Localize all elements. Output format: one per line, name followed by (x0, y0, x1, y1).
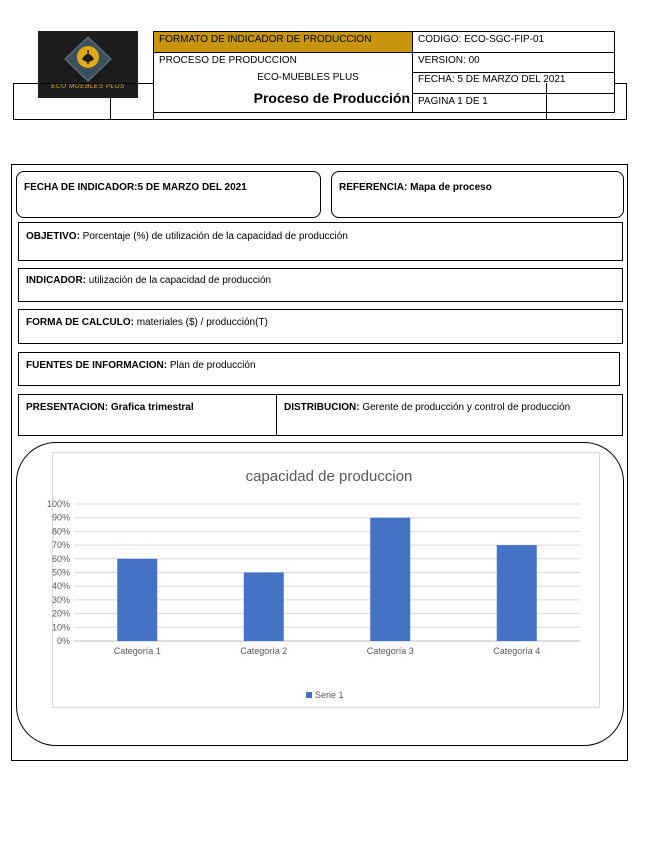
logo-text: ECO MUEBLES PLUS (51, 83, 125, 90)
bar-2 (244, 573, 284, 642)
x-tick-label: Categoría 3 (366, 646, 414, 656)
fuentes-box (18, 352, 620, 386)
date: FECHA: 5 DE MARZO DEL 2021 (418, 74, 566, 85)
bar-4 (497, 545, 537, 641)
x-tick-label: Categoría 4 (493, 646, 541, 656)
y-tick-label: 80% (51, 526, 70, 537)
objetivo-value: Porcentaje (%) de utilización de la capacidad de producción (79, 231, 348, 242)
main-title: Proceso de Producción (253, 90, 410, 106)
y-tick-label: 0% (56, 636, 70, 646)
distribucion-value: Gerente de producción y control de producción (359, 402, 571, 413)
y-tick-label: 20% (51, 608, 70, 619)
y-tick-label: 70% (51, 540, 70, 551)
format-title: FORMATO DE INDICADOR DE PRODUCCION (154, 32, 412, 52)
indicador-value: utilización de la capacidad de producción (86, 275, 272, 286)
y-tick-label: 100% (46, 499, 70, 509)
y-tick-label: 90% (51, 512, 70, 523)
legend-swatch (306, 692, 312, 698)
forma-calculo-label: FORMA DE CALCULO: (26, 317, 134, 328)
code: CODIGO: ECO-SGC-FIP-01 (418, 34, 545, 45)
objetivo-box (18, 222, 623, 261)
fecha-box (16, 171, 321, 218)
fuentes-value: Plan de producción (167, 360, 256, 371)
process-name: PROCESO DE PRODUCCION (159, 55, 297, 66)
bar-3 (370, 518, 410, 641)
fecha-label: FECHA DE INDICADOR:5 DE MARZO DEL 2021 (24, 182, 247, 193)
company-name: ECO-MUEBLES PLUS (257, 72, 359, 83)
legend-label: Serie 1 (315, 690, 344, 700)
indicador-box (18, 268, 623, 302)
y-tick-label: 10% (51, 622, 70, 633)
bar-chart (46, 452, 600, 708)
y-tick-label: 30% (51, 594, 70, 605)
version: VERSION: 00 (418, 55, 480, 66)
y-tick-label: 60% (51, 553, 70, 564)
referencia-value: Mapa de proceso (407, 182, 492, 193)
presentacion-label: PRESENTACION: (26, 402, 109, 413)
x-tick-label: Categoría 1 (113, 646, 161, 656)
forma-calculo-value: materiales ($) / producción(T) (133, 317, 268, 328)
y-tick-label: 50% (51, 567, 70, 578)
referencia-box (331, 171, 624, 218)
presentacion-box (18, 394, 277, 436)
chart-title: capacidad de produccion (245, 468, 413, 485)
objetivo-label: OBJETIVO: (26, 231, 80, 242)
indicador-label: INDICADOR: (26, 275, 86, 286)
forma-calculo-box (18, 309, 623, 344)
distribucion-box (276, 394, 623, 436)
y-tick-label: 40% (51, 581, 70, 592)
page-number: PAGINA 1 DE 1 (418, 96, 488, 107)
distribucion-label: DISTRIBUCION: (284, 402, 360, 413)
referencia-label: REFERENCIA: (339, 182, 408, 193)
presentacion-value: Grafica trimestral (108, 402, 194, 413)
fuentes-label: FUENTES DE INFORMACION: (26, 360, 168, 371)
x-tick-label: Categoría 2 (240, 646, 288, 656)
bar-1 (117, 559, 157, 641)
